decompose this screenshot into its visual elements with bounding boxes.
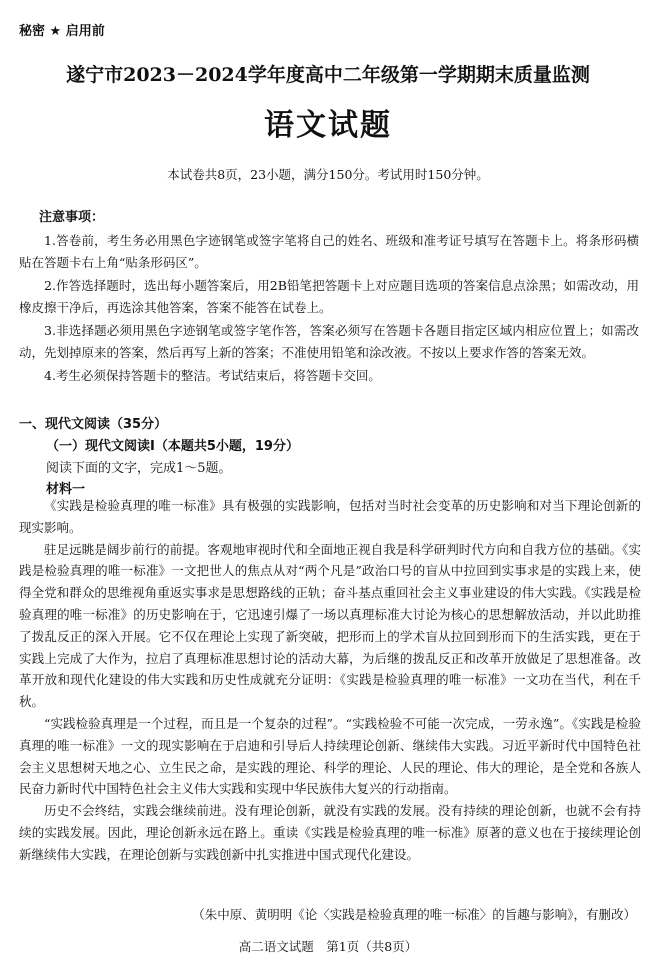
source-citation: （朱中原、黄明明《论〈实践是检验真理的唯一标准〉的旨趣与影响》，有删改） (192, 907, 636, 922)
secret-label: 秘密 ★ 启用前 (19, 24, 105, 39)
notice-item: 2.作答选择题时，选出每小题答案后，用2B铅笔把答题卡上对应题目选项的答案信息点涂黑；如需改动，用橡皮擦干净后，再选涂其他答案，答案不能答在试卷上。 (19, 277, 639, 315)
notice-item: 1.答卷前，考生务必用黑色字迹钢笔或签字笔将自己的姓名、班级和准考证号填写在答题卡上。将条形码横贴在答题卡右上角“贴条形码区”。 (19, 232, 639, 270)
exam-title: 遂宁市2023－2024学年度高中二年级第一学期期末质量监测 (66, 64, 590, 86)
page-footer: 高二语文试题 第1页（共8页） (238, 939, 418, 954)
subject-title: 语文试题 (264, 108, 392, 143)
subsection-title: （一）现代文阅读Ⅰ（本题共5小题，19分） (46, 439, 299, 454)
reading-instruction: 阅读下面的文字，完成1～5题。 (46, 461, 232, 476)
notice-item: 4.考生必须保持答题卡的整洁。考试结束后，将答题卡交回。 (44, 367, 381, 383)
notice-item: 3.非选择题必须用黑色字迹钢笔或签字笔作答，答案必须写在答题卡各题目指定区域内相应位置上；如需改动，先划掉原来的答案，然后再写上新的答案；不准使用铅笔和涂改液。不按以上要求作答的答案无效。 (19, 322, 639, 360)
notice-section (19, 207, 639, 387)
section-title: 一、现代文阅读（35分） (19, 417, 168, 432)
material-label: 材料一 (46, 482, 86, 497)
notice-title: 注意事项： (39, 210, 105, 225)
paragraph: 驻足远眺是阔步前行的前提。客观地审视时代和全面地正视自我是科学研判时代方向和自我方位的基础。《实践是检验真理的唯一标准》一文把世人的焦点从对“两个凡是”政治口号的盲从中拉回到实事求是的实践上来，使得全党和群众的思维视角重返实事求是思想路线的正轨；奋斗基点重回社会主义事业建设的伟大实践。《实践是检验真理的唯一标准》的历史影响在于，它迅速引爆了一场以真理标准大讨论为核心的思想解放活动，并以此助推了拨乱反正的深入开展。它不仅在理论上实现了新突破，把形而上的学术盲从拉回到形而下的生活实践，更在于实践上完成了大作为，拉启了真理标准思想讨论的活动大幕，为后继的拨乱反正和改革开放做足了思想准备。改革开放和现代化建设的伟大实践和历史性成就充分证明：《实践是检验真理的唯一标准》一文功在当代，利在千秋。 (19, 541, 641, 710)
paragraph: “实践检验真理是一个过程，而且是一个复杂的过程”。“实践检验不可能一次完成，一劳永逸”。《实践是检验真理的唯一标准》一文的现实影响在于启迪和引导后人持续理论创新、继续伟大实践。习近平新时代中国特色社会主义思想树天地之心、立生民之命，是实践的理论、科学的理论、人民的理论、伟大的理论，是全党和各族人民奋力新时代中国特色社会主义伟大实践和实现中华民族伟大复兴的行动指南。 (19, 715, 641, 797)
exam-info: 本试卷共8页，23小题，满分150分。考试用时150分钟。 (167, 167, 489, 182)
paragraph: 历史不会终结，实践会继续前进。没有理论创新，就没有实践的发展。没有持续的理论创新，也就不会有持续的实践发展。因此，理论创新永远在路上。重读《实践是检验真理的唯一标准》原著的意义也在于接续理论创新继续伟大实践，在理论创新与实践创新中扎实推进中国式现代化建设。 (19, 803, 641, 862)
material-text (19, 495, 641, 866)
paragraph: 《实践是检验真理的唯一标准》具有极强的实践影响，包括对当时社会变革的历史影响和对当下理论创新的现实影响。 (19, 498, 641, 535)
